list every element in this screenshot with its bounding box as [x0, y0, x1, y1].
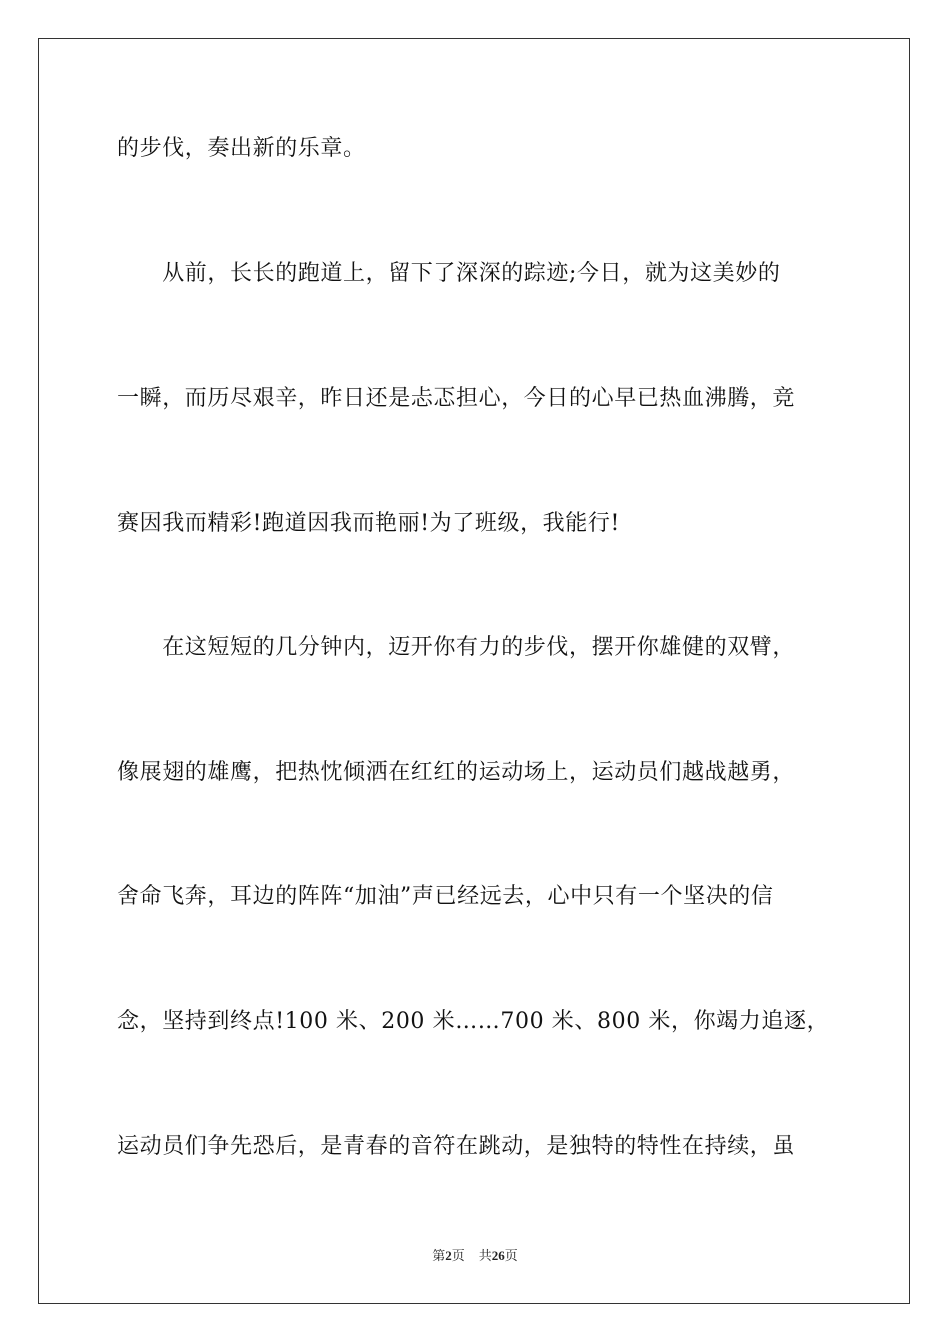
total-prefix: 共 [478, 1249, 492, 1264]
text-line: 赛因我而精彩!跑道因我而艳丽!为了班级，我能行! [117, 511, 620, 536]
total-pages: 26 [491, 1248, 505, 1263]
page-number: 2 [445, 1248, 452, 1263]
page-footer [0, 1247, 950, 1266]
text-line: 从前，长长的跑道上，留下了深深的踪迹;今日，就为这美妙的 [117, 261, 781, 286]
text-line: 舍命飞奔，耳边的阵阵“加油”声已经远去，心中只有一个坚决的信 [117, 884, 774, 909]
page-suffix: 页 [451, 1249, 465, 1264]
page-border [38, 38, 910, 1304]
page-prefix: 第 [432, 1249, 446, 1264]
text-line: 念，坚持到终点!100 米、200 米……700 米、800 米，你竭力追逐， [117, 1009, 830, 1034]
text-line: 一瞬，而历尽艰辛，昨日还是忐忑担心，今日的心早已热血沸腾，竞 [117, 386, 796, 411]
text-line: 像展翅的雄鹰，把热忱倾洒在红红的运动场上，运动员们越战越勇， [117, 760, 796, 785]
text-line: 运动员们争先恐后，是青春的音符在跳动，是独特的特性在持续，虽 [117, 1134, 796, 1159]
total-suffix: 页 [504, 1249, 518, 1264]
text-line: 的步伐，奏出新的乐章。 [117, 136, 366, 161]
text-line: 在这短短的几分钟内，迈开你有力的步伐，摆开你雄健的双臂， [117, 635, 796, 660]
